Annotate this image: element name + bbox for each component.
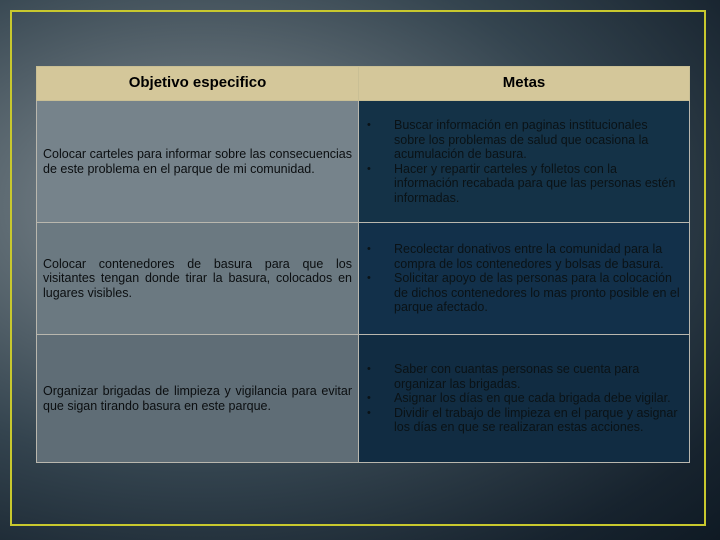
list-item [359, 391, 681, 406]
table-row [37, 223, 690, 335]
bullet-icon: • [367, 272, 371, 285]
bullet-icon: • [367, 363, 371, 376]
bullet-icon: • [367, 119, 371, 131]
meta-text: Saber con cuantas personas se cuenta para organizar las brigadas. [394, 362, 640, 391]
table-row [37, 101, 690, 223]
list-item [359, 271, 681, 315]
header-objetivo: Objetivo especifico [37, 67, 359, 101]
metas-cell [359, 101, 690, 223]
bullet-icon: • [367, 162, 371, 175]
metas-list [359, 118, 681, 205]
bullet-icon: • [367, 406, 371, 419]
list-item [359, 406, 681, 435]
objetivo-cell: Organizar brigadas de limpieza y vigilancia para evitar que sigan tirando basura en este parque. [37, 335, 359, 463]
objetivo-cell: Colocar contenedores de basura para que los visitantes tengan donde tirar la basura, colocados en lugares visibles. [37, 223, 359, 335]
list-item [359, 242, 681, 271]
objetivo-cell: Colocar carteles para informar sobre las consecuencias de este problema en el parque de mi comunidad. [37, 101, 359, 223]
table-header-row [37, 67, 690, 101]
list-item [359, 362, 681, 391]
meta-text: Dividir el trabajo de limpieza en el parque y asignar los días en que se realizaran estas acciones. [394, 405, 678, 435]
table-row [37, 335, 690, 463]
metas-list [359, 362, 681, 435]
bullet-icon: • [367, 392, 371, 405]
metas-cell [359, 223, 690, 335]
meta-text: Hacer y repartir carteles y folletos con la información recabada para que las personas estén informadas. [394, 161, 676, 205]
list-item [359, 162, 681, 206]
meta-text: Buscar información en paginas institucionales sobre los problemas de salud que ocasiona la acumulación de basura. [394, 118, 649, 161]
meta-text: Asignar los días en que cada brigada debe vigilar. [394, 391, 671, 406]
meta-text: Recolectar donativos entre la comunidad para la compra de los contenedores y bolsas de basura. [394, 242, 664, 271]
meta-text: Solicitar apoyo de las personas para la colocación de dichos contenedores lo mas pronto posible en el parque afectado. [394, 271, 680, 315]
header-metas: Metas [359, 67, 690, 101]
metas-cell [359, 335, 690, 463]
list-item [359, 118, 681, 162]
bullet-icon: • [367, 243, 371, 256]
objectives-table [36, 66, 690, 463]
metas-list [359, 242, 681, 315]
